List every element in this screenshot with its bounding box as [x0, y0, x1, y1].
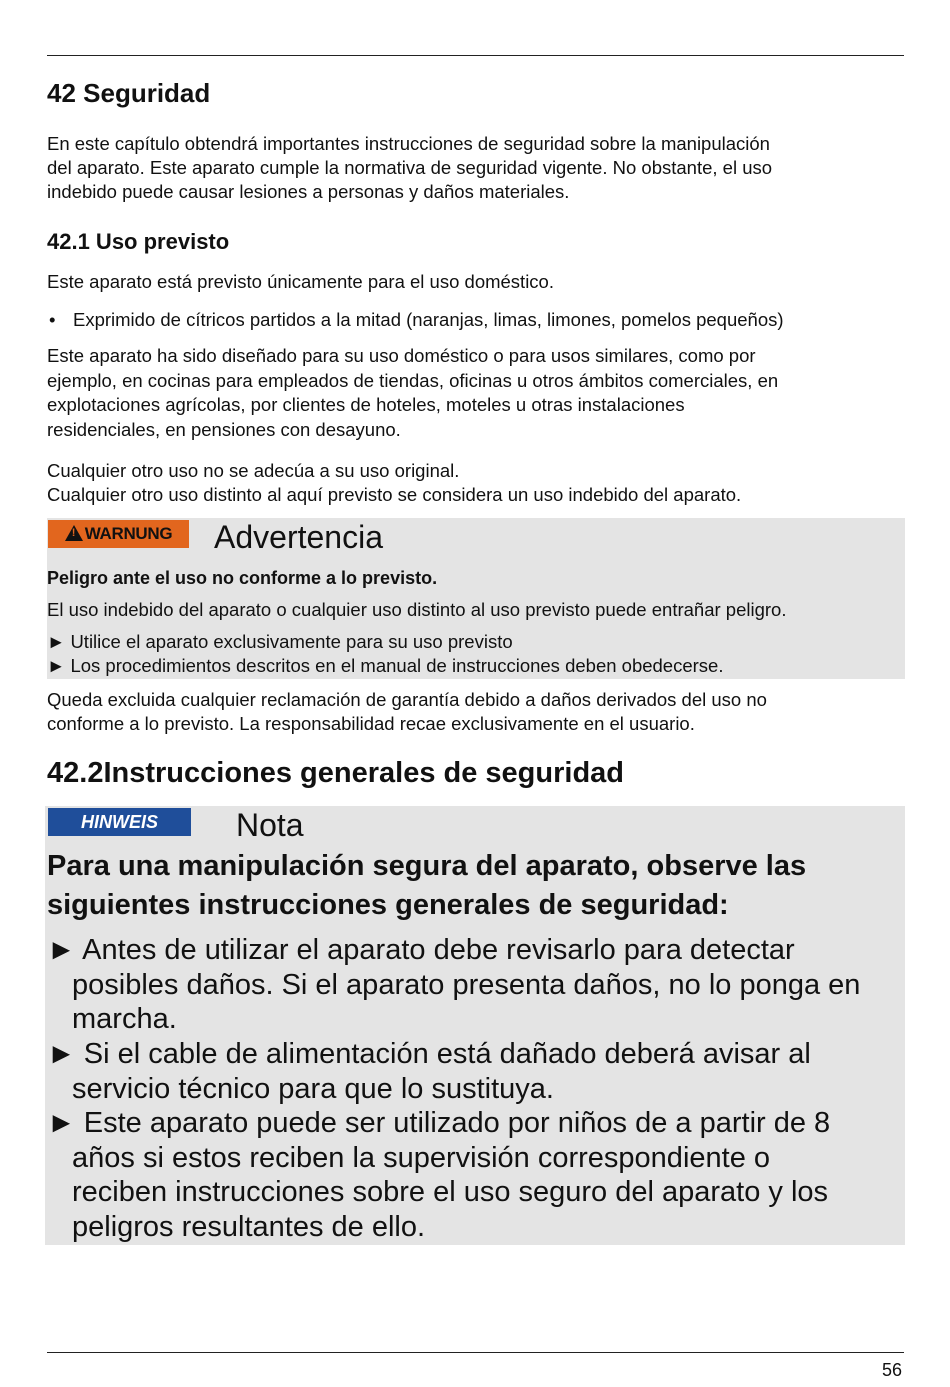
intended-use-paragraph: [47, 344, 907, 442]
note-item-line: ► Si el cable de alimentación está dañado deberá avisar al: [47, 1038, 811, 1070]
other-use-line: Cualquier otro uso distinto al aquí previsto se considera un uso indebido del aparato.: [47, 484, 742, 505]
note-badge-label: HINWEIS: [80, 811, 158, 832]
section-42-1-title: 42.1 Uso previsto: [47, 229, 230, 254]
note-item-line: posibles daños. Si el aparato presenta daños, no lo ponga en: [72, 968, 861, 1001]
note-bold-line: Para una manipulación segura del aparato, observe las: [47, 850, 807, 882]
warning-badge: [48, 520, 189, 548]
note-item-line: ► Este aparato puede ser utilizado por niños de a partir de 8: [47, 1107, 831, 1139]
warning-item: ► Los procedimientos descritos en el manual de instrucciones deben obedecerse.: [47, 655, 724, 676]
note-item-2: [47, 1037, 907, 1106]
section-42-2-title: 42.2Instrucciones generales de seguridad: [47, 757, 625, 789]
warning-items: [47, 630, 723, 678]
bullet-dot-icon: •: [49, 309, 56, 330]
other-use-line: Cualquier otro uso no se adecúa a su uso original.: [47, 460, 460, 481]
paragraph-line: ejemplo, en cocinas para empleados de tiendas, oficinas u otros ámbitos comerciales, en: [47, 369, 779, 391]
page-number: 56: [881, 1360, 902, 1380]
warning-text: El uso indebido del aparato o cualquier uso distinto al uso previsto puede entrañar peligro.: [47, 599, 787, 620]
note-item-line: años si estos reciben la supervisión correspondiente o: [72, 1141, 771, 1174]
intended-use-line: Este aparato está previsto únicamente para el uso doméstico.: [47, 271, 554, 292]
section-42-title: 42 Seguridad: [47, 78, 211, 108]
note-item-3: [47, 1106, 907, 1244]
note-item-line: servicio técnico para que lo sustituya.: [72, 1072, 554, 1105]
intro-line: indebido puede causar lesiones a personas y daños materiales.: [47, 181, 570, 202]
note-heading: Nota: [236, 807, 304, 843]
paragraph-line: explotaciones agrícolas, por clientes de hoteles, moteles u otras instalaciones: [47, 394, 685, 415]
paragraph-line: Este aparato ha sido diseñado para su uso doméstico o para usos similares, como por: [47, 345, 756, 366]
note-item-line: peligros resultantes de ello.: [72, 1210, 426, 1243]
note-badge: [48, 808, 191, 836]
warning-triangle-icon: [65, 525, 83, 541]
warning-badge-label: WARNUNG: [84, 524, 173, 543]
bullet-text: Exprimido de cítricos partidos a la mitad (naranjas, limas, limones, pomelos pequeños): [73, 309, 784, 330]
warning-bold-text: Peligro ante el uso no conforme a lo previsto.: [47, 568, 438, 588]
note-item-line: marcha.: [72, 1003, 177, 1035]
disclaimer-line: Queda excluida cualquier reclamación de garantía debido a daños derivados del uso no: [47, 689, 767, 710]
warning-item: ► Utilice el aparato exclusivamente para su uso previsto: [47, 631, 513, 652]
note-item-1: [47, 933, 907, 1037]
section-42-intro: [47, 132, 907, 204]
warranty-disclaimer: [47, 688, 907, 736]
note-item-line: ► Antes de utilizar el aparato debe revisarlo para detectar: [47, 934, 795, 966]
bottom-rule: [47, 1352, 904, 1353]
disclaimer-line: conforme a lo previsto. La responsabilidad recae exclusivamente en el usuario.: [47, 713, 695, 734]
warning-heading: Advertencia: [214, 519, 383, 555]
note-item-line: reciben instrucciones sobre el uso seguro del aparato y los: [72, 1176, 829, 1208]
other-use-text: [47, 459, 907, 507]
note-bold-line: siguientes instrucciones generales de seguridad:: [47, 889, 729, 921]
intro-line: del aparato. Este aparato cumple la normativa de seguridad vigente. No obstante, el uso: [47, 157, 773, 178]
note-bold-text: [47, 847, 907, 925]
intro-line: En este capítulo obtendrá importantes instrucciones de seguridad sobre la manipulación: [47, 133, 770, 154]
top-rule: [47, 55, 904, 56]
paragraph-line: residenciales, en pensiones con desayuno.: [47, 418, 401, 440]
